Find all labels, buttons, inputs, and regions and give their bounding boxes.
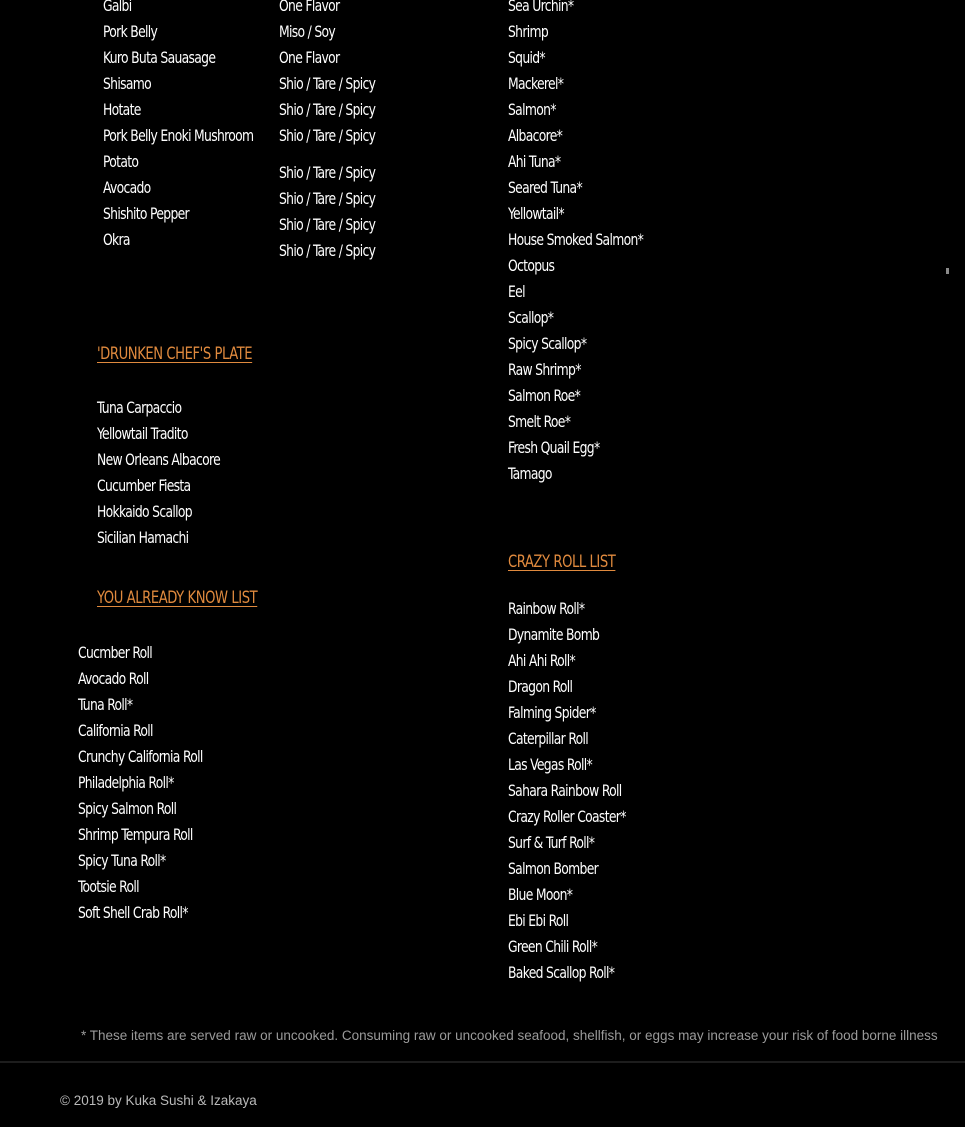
crazy-roll-list <box>508 596 645 986</box>
list-item: Spicy Scallop* <box>508 334 587 353</box>
list-item: Spicy Salmon Roll <box>78 799 177 818</box>
flavor-list-a <box>279 0 391 149</box>
list-item: Surf & Turf Roll* <box>508 833 595 852</box>
list-item: Pork Belly <box>103 22 158 41</box>
list-item: House Smoked Salmon* <box>508 230 644 249</box>
list-item: Green Chili Roll* <box>508 937 598 956</box>
list-item: Yellowtail* <box>508 204 564 223</box>
you-already-know-list <box>78 640 223 926</box>
list-item: Shio / Tare / Spicy <box>279 74 376 93</box>
you-already-know-heading[interactable]: YOU ALREADY KNOW LIST <box>97 588 258 608</box>
chefs-plate-heading[interactable]: 'DRUNKEN CHEF'S PLATE <box>97 344 253 364</box>
list-item: Shio / Tare / Spicy <box>279 163 376 182</box>
list-item: Squid* <box>508 48 545 67</box>
list-item: Blue Moon* <box>508 885 573 904</box>
list-item: Smelt Roe* <box>508 412 571 431</box>
list-item: Octopus <box>508 256 555 275</box>
flavor-list-b <box>279 160 391 264</box>
list-item: Miso / Soy <box>279 22 336 41</box>
list-item: Kuro Buta Sauasage <box>103 48 216 67</box>
list-item: Raw Shrimp* <box>508 360 581 379</box>
list-item: Tamago <box>508 464 552 483</box>
list-item: Dragon Roll <box>508 677 573 696</box>
crazy-roll-heading[interactable]: CRAZY ROLL LIST <box>508 552 616 572</box>
list-item: One Flavor <box>279 48 340 67</box>
list-item: Salmon Bomber <box>508 859 599 878</box>
list-item: Shrimp Tempura Roll <box>78 825 193 844</box>
list-item: Tuna Carpaccio <box>97 398 182 417</box>
list-item: Cucmber Roll <box>78 643 153 662</box>
list-item: Tootsie Roll <box>78 877 139 896</box>
list-item: New Orleans Albacore <box>97 450 221 469</box>
list-item: Shio / Tare / Spicy <box>279 126 376 145</box>
list-item: Las Vegas Roll* <box>508 755 593 774</box>
list-item: Fresh Quail Egg* <box>508 438 600 457</box>
list-item: Pork Belly Enoki Mushroom <box>103 126 254 145</box>
list-item: California Roll <box>78 721 153 740</box>
list-item: Ahi Tuna* <box>508 152 561 171</box>
list-item: Sahara Rainbow Roll <box>508 781 622 800</box>
list-item: Shio / Tare / Spicy <box>279 215 376 234</box>
nigiri-list <box>508 0 665 487</box>
list-item: Ebi Ebi Roll <box>508 911 569 930</box>
list-item: Soft Shell Crab Roll* <box>78 903 188 922</box>
list-item: Crazy Roller Coaster* <box>508 807 626 826</box>
list-item: Rainbow Roll* <box>508 599 585 618</box>
list-item: Sea Urchin* <box>508 0 574 15</box>
copyright-text: © 2019 by Kuka Sushi & Izakaya <box>60 1093 257 1108</box>
list-item: Avocado <box>103 178 151 197</box>
list-item: Shio / Tare / Spicy <box>279 189 376 208</box>
list-item: Salmon* <box>508 100 556 119</box>
list-item: Avocado Roll <box>78 669 149 688</box>
list-item: Crunchy California Roll <box>78 747 203 766</box>
list-item: Mackerel* <box>508 74 564 93</box>
list-item: Philadelphia Roll* <box>78 773 174 792</box>
list-item: Albacore* <box>508 126 563 145</box>
list-item: Dynamite Bomb <box>508 625 600 644</box>
list-item: Sicilian Hamachi <box>97 528 189 547</box>
scroll-marker <box>946 268 949 274</box>
list-item: Ahi Ahi Roll* <box>508 651 576 670</box>
skewer-list <box>103 0 278 253</box>
list-item: Hokkaido Scallop <box>97 502 192 521</box>
list-item: Galbi <box>103 0 132 15</box>
list-item: Seared Tuna* <box>508 178 582 197</box>
list-item: Scallop* <box>508 308 554 327</box>
list-item: Shishito Pepper <box>103 204 189 223</box>
list-item: Yellowtail Tradito <box>97 424 188 443</box>
list-item: Spicy Tuna Roll* <box>78 851 166 870</box>
raw-food-disclaimer: * These items are served raw or uncooked. Consuming raw or uncooked seafood, shellfish, or eggs may increase your risk of food borne illness <box>81 1028 938 1043</box>
chefs-plate-list <box>97 395 240 551</box>
list-item: Baked Scallop Roll* <box>508 963 615 982</box>
list-item: Shio / Tare / Spicy <box>279 241 376 260</box>
list-item: Shisamo <box>103 74 152 93</box>
list-item: Cucumber Fiesta <box>97 476 191 495</box>
list-item: Eel <box>508 282 525 301</box>
list-item: Shio / Tare / Spicy <box>279 100 376 119</box>
list-item: Falming Spider* <box>508 703 596 722</box>
list-item: Hotate <box>103 100 141 119</box>
list-item: Shrimp <box>508 22 549 41</box>
list-item: Caterpillar Roll <box>508 729 589 748</box>
list-item: Okra <box>103 230 130 249</box>
list-item: Salmon Roe* <box>508 386 581 405</box>
list-item: Potato <box>103 152 139 171</box>
list-item: Tuna Roll* <box>78 695 133 714</box>
list-item: One Flavor <box>279 0 340 15</box>
